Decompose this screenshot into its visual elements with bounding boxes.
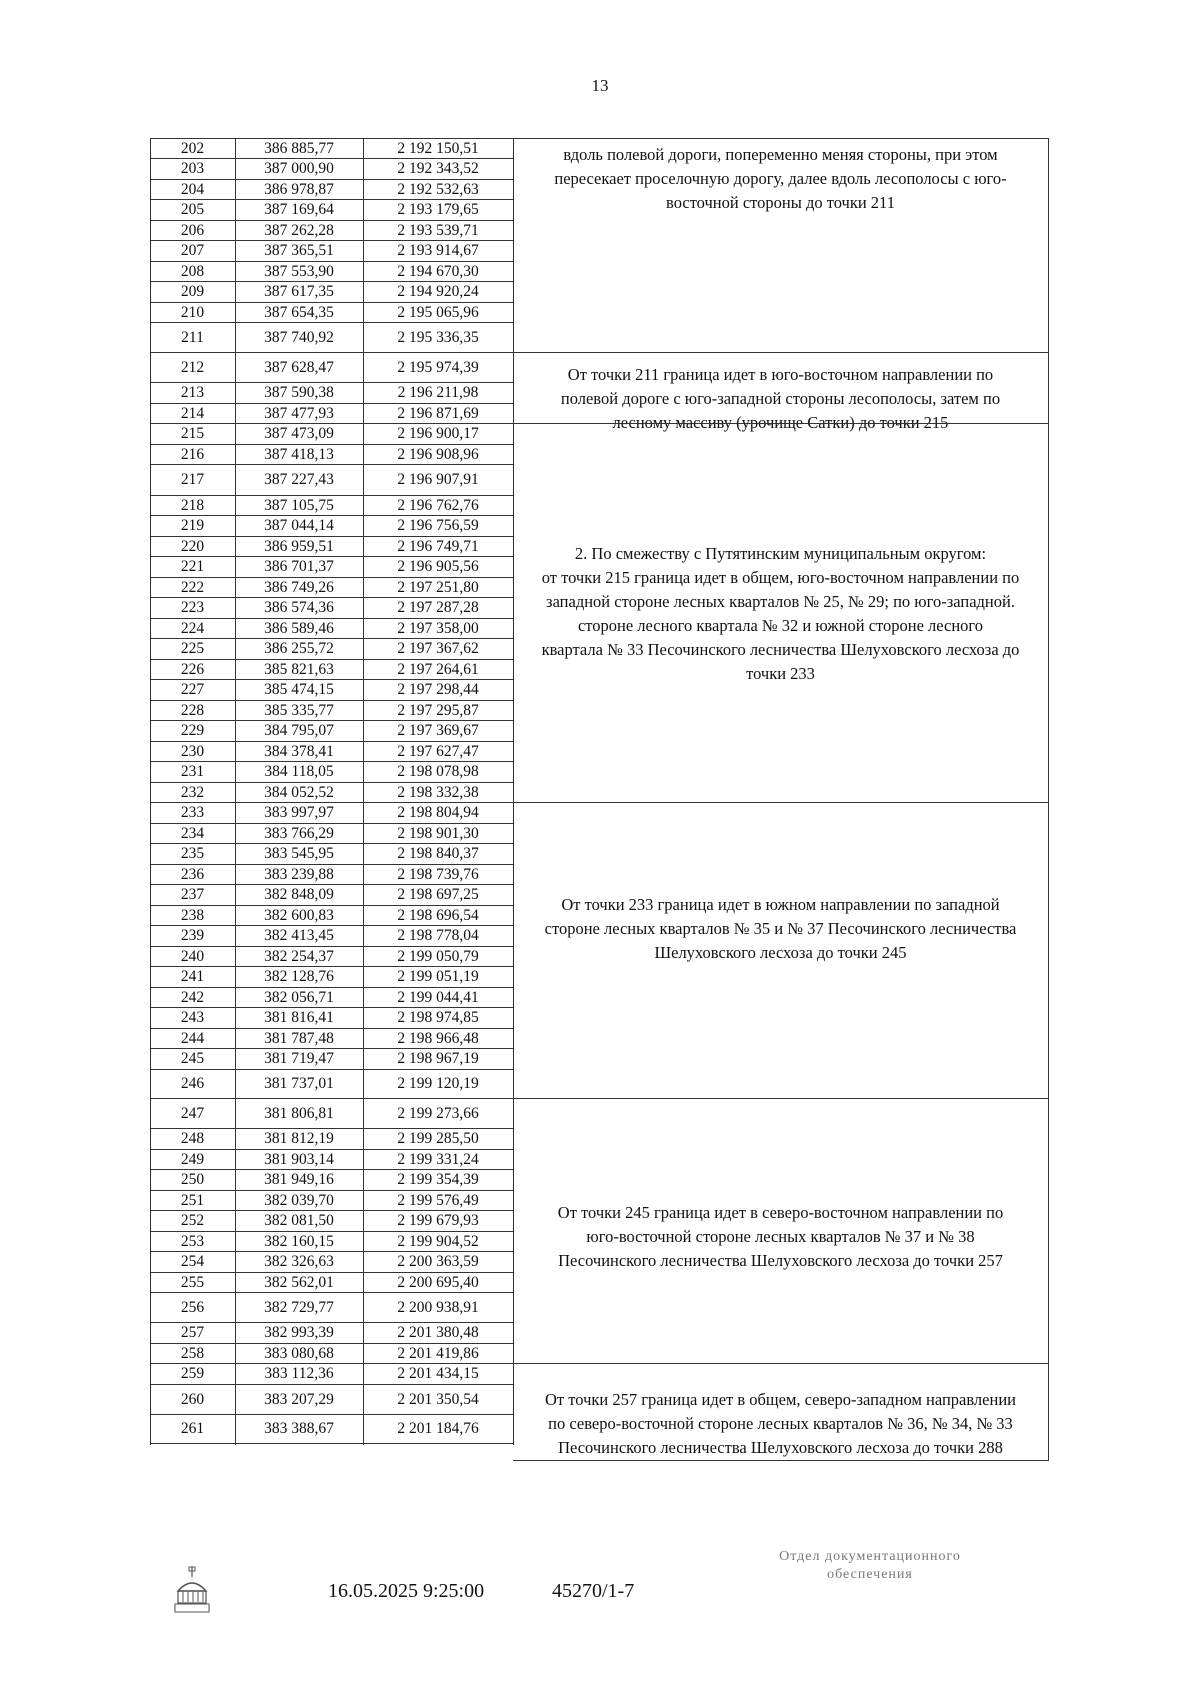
table-row <box>150 597 513 618</box>
description-line: восточной стороны до точки 211 <box>666 193 895 212</box>
x-coordinate: 383 545,95 <box>264 845 334 863</box>
y-coordinate: 2 197 367,62 <box>397 640 479 658</box>
table-row <box>150 1190 513 1210</box>
point-number: 255 <box>180 1273 205 1291</box>
table-row <box>150 158 513 179</box>
table-row <box>150 1007 513 1028</box>
point-number: 209 <box>180 283 205 301</box>
column-divider <box>235 138 236 1445</box>
point-number: 233 <box>180 804 205 822</box>
point-number: 236 <box>180 865 205 883</box>
y-coordinate: 2 199 576,49 <box>397 1191 479 1209</box>
point-number: 249 <box>180 1150 205 1168</box>
description-line: от точки 215 граница идет в общем, юго-восточном направлении по <box>541 568 1020 587</box>
point-number: 225 <box>180 640 205 658</box>
table-row <box>150 240 513 261</box>
table-row <box>150 515 513 536</box>
description-text <box>545 1388 1016 1460</box>
x-coordinate: 382 848,09 <box>264 886 334 904</box>
y-coordinate: 2 196 907,91 <box>397 471 479 489</box>
point-number: 229 <box>180 722 205 740</box>
y-coordinate: 2 198 696,54 <box>397 906 479 924</box>
point-number: 254 <box>180 1253 205 1271</box>
point-number: 259 <box>180 1365 205 1383</box>
point-number: 213 <box>180 384 205 402</box>
table-row <box>150 556 513 577</box>
point-number: 228 <box>180 701 205 719</box>
x-coordinate: 384 795,07 <box>264 722 334 740</box>
y-coordinate: 2 192 532,63 <box>397 180 479 198</box>
y-coordinate: 2 192 343,52 <box>397 160 479 178</box>
x-coordinate: 383 207,29 <box>264 1390 334 1408</box>
boundary-description <box>513 352 1049 432</box>
y-coordinate: 2 193 179,65 <box>397 201 479 219</box>
point-number: 240 <box>180 947 205 965</box>
x-coordinate: 381 949,16 <box>264 1171 334 1189</box>
point-number: 221 <box>180 558 205 576</box>
boundary-description <box>513 1363 1049 1461</box>
table-row <box>150 1169 513 1190</box>
point-number: 216 <box>180 445 205 463</box>
x-coordinate: 383 239,88 <box>264 865 334 883</box>
x-coordinate: 387 590,38 <box>264 384 334 402</box>
point-number: 250 <box>180 1171 205 1189</box>
description-line: От точки 211 граница идет в юго-восточном направлении по <box>567 365 994 384</box>
y-coordinate: 2 201 380,48 <box>397 1324 479 1342</box>
point-number: 232 <box>180 783 205 801</box>
y-coordinate: 2 200 363,59 <box>397 1253 479 1271</box>
footer-date: 16.05.2025 9:25:00 <box>328 1580 485 1602</box>
description-line: пересекает проселочную дорогу, далее вдоль лесополосы с юго- <box>554 169 1007 188</box>
point-number: 242 <box>180 988 205 1006</box>
y-coordinate: 2 195 974,39 <box>397 358 479 376</box>
point-number: 203 <box>180 160 205 178</box>
description-line: стороне лесных кварталов № 35 и № 37 Песочинского лесничества <box>544 919 1017 938</box>
x-coordinate: 387 105,75 <box>264 496 334 514</box>
table-row <box>150 199 513 220</box>
x-coordinate: 384 052,52 <box>264 783 334 801</box>
y-coordinate: 2 197 264,61 <box>397 660 479 678</box>
x-coordinate: 384 378,41 <box>264 742 334 760</box>
table-row <box>150 1231 513 1251</box>
y-coordinate: 2 194 920,24 <box>397 283 479 301</box>
y-coordinate: 2 197 287,28 <box>397 599 479 617</box>
y-coordinate: 2 197 298,44 <box>397 681 479 699</box>
y-coordinate: 2 200 938,91 <box>397 1298 479 1316</box>
y-coordinate: 2 196 900,17 <box>397 425 479 443</box>
x-coordinate: 381 812,19 <box>264 1130 334 1148</box>
y-coordinate: 2 194 670,30 <box>397 262 479 280</box>
footer-document-code: 45270/1-7 <box>552 1580 635 1602</box>
point-number: 206 <box>180 221 205 239</box>
y-coordinate: 2 199 051,19 <box>397 968 479 986</box>
department-stamp <box>720 1548 1020 1584</box>
table-row <box>150 302 513 322</box>
point-number: 253 <box>180 1232 205 1250</box>
point-number: 212 <box>180 358 205 376</box>
y-coordinate: 2 199 285,50 <box>397 1130 479 1148</box>
x-coordinate: 385 474,15 <box>264 681 334 699</box>
point-number: 258 <box>180 1344 205 1362</box>
y-coordinate: 2 197 251,80 <box>397 578 479 596</box>
point-number: 256 <box>180 1298 205 1316</box>
point-number: 252 <box>180 1212 205 1230</box>
stamp-line: обеспечения <box>827 1567 913 1582</box>
x-coordinate: 386 574,36 <box>264 599 334 617</box>
point-number: 210 <box>180 303 205 321</box>
point-number: 246 <box>180 1075 205 1093</box>
table-row <box>150 659 513 679</box>
x-coordinate: 386 959,51 <box>264 537 334 555</box>
point-number: 220 <box>180 537 205 555</box>
table-row <box>150 495 513 515</box>
x-coordinate: 387 262,28 <box>264 221 334 239</box>
point-number: 247 <box>180 1104 205 1122</box>
x-coordinate: 382 326,63 <box>264 1253 334 1271</box>
point-number: 214 <box>180 404 205 422</box>
point-number: 208 <box>180 262 205 280</box>
x-coordinate: 381 806,81 <box>264 1104 334 1122</box>
point-number: 235 <box>180 845 205 863</box>
x-coordinate: 387 044,14 <box>264 517 334 535</box>
point-number: 234 <box>180 824 205 842</box>
x-coordinate: 382 056,71 <box>264 988 334 1006</box>
y-coordinate: 2 199 679,93 <box>397 1212 479 1230</box>
y-coordinate: 2 198 967,19 <box>397 1050 479 1068</box>
y-coordinate: 2 196 905,56 <box>397 558 479 576</box>
table-row <box>150 1414 513 1444</box>
point-number: 239 <box>180 927 205 945</box>
description-line: Шелуховского лесхоза до точки 245 <box>654 943 907 962</box>
x-coordinate: 387 000,90 <box>264 160 334 178</box>
y-coordinate: 2 199 354,39 <box>397 1171 479 1189</box>
duma-emblem-icon <box>172 1565 212 1615</box>
description-line: От точки 245 граница идет в северо-восточном направлении по <box>557 1203 1004 1222</box>
point-number: 205 <box>180 201 205 219</box>
table-row <box>150 761 513 782</box>
point-number: 245 <box>180 1050 205 1068</box>
x-coordinate: 382 993,39 <box>264 1324 334 1342</box>
y-coordinate: 2 196 756,59 <box>397 517 479 535</box>
point-number: 222 <box>180 578 205 596</box>
x-coordinate: 387 473,09 <box>264 425 334 443</box>
y-coordinate: 2 197 627,47 <box>397 742 479 760</box>
y-coordinate: 2 199 331,24 <box>397 1150 479 1168</box>
x-coordinate: 383 388,67 <box>264 1420 334 1438</box>
table-row <box>150 1048 513 1069</box>
table-row <box>150 1069 513 1098</box>
x-coordinate: 381 737,01 <box>264 1075 334 1093</box>
y-coordinate: 2 192 150,51 <box>397 139 479 157</box>
point-number: 226 <box>180 660 205 678</box>
x-coordinate: 387 740,92 <box>264 328 334 346</box>
y-coordinate: 2 198 840,37 <box>397 845 479 863</box>
x-coordinate: 387 477,93 <box>264 404 334 422</box>
x-coordinate: 382 160,15 <box>264 1232 334 1250</box>
table-row <box>150 403 513 423</box>
y-coordinate: 2 198 974,85 <box>397 1009 479 1027</box>
x-coordinate: 382 413,45 <box>264 927 334 945</box>
x-coordinate: 385 335,77 <box>264 701 334 719</box>
y-coordinate: 2 198 901,30 <box>397 824 479 842</box>
boundary-description <box>513 138 1049 353</box>
description-line: западной стороне лесных кварталов № 25, № 29; по юго-западной. <box>546 592 1015 611</box>
point-number: 207 <box>180 242 205 260</box>
table-row <box>150 1098 513 1128</box>
description-line: юго-восточной стороне лесных кварталов № 37 и № 38 <box>586 1227 975 1246</box>
y-coordinate: 2 201 350,54 <box>397 1390 479 1408</box>
description-line: по северо-восточной стороне лесных кварталов № 36, № 34, № 33 <box>548 1414 1013 1433</box>
table-row <box>150 352 513 382</box>
point-number: 218 <box>180 496 205 514</box>
x-coordinate: 386 701,37 <box>264 558 334 576</box>
y-coordinate: 2 199 273,66 <box>397 1104 479 1122</box>
point-number: 202 <box>180 139 205 157</box>
table-row <box>150 423 513 444</box>
table-row <box>150 1251 513 1272</box>
table-row <box>150 843 513 864</box>
description-line: вдоль полевой дороги, попеременно меняя стороны, при этом <box>563 145 998 164</box>
y-coordinate: 2 198 697,25 <box>397 886 479 904</box>
y-coordinate: 2 196 749,71 <box>397 537 479 555</box>
y-coordinate: 2 199 120,19 <box>397 1075 479 1093</box>
table-row <box>150 741 513 761</box>
table-row <box>150 464 513 495</box>
y-coordinate: 2 193 539,71 <box>397 221 479 239</box>
x-coordinate: 387 169,64 <box>264 201 334 219</box>
x-coordinate: 387 418,13 <box>264 445 334 463</box>
x-coordinate: 382 600,83 <box>264 906 334 924</box>
table-row <box>150 679 513 700</box>
point-number: 215 <box>180 425 205 443</box>
y-coordinate: 2 199 904,52 <box>397 1232 479 1250</box>
table-row <box>150 700 513 720</box>
x-coordinate: 384 118,05 <box>264 763 334 781</box>
y-coordinate: 2 201 184,76 <box>397 1420 479 1438</box>
x-coordinate: 382 562,01 <box>264 1273 334 1291</box>
point-number: 261 <box>180 1420 205 1438</box>
table-row <box>150 638 513 659</box>
x-coordinate: 387 365,51 <box>264 242 334 260</box>
table-row <box>150 1322 513 1343</box>
x-coordinate: 382 039,70 <box>264 1191 334 1209</box>
y-coordinate: 2 197 369,67 <box>397 722 479 740</box>
table-row <box>150 1028 513 1048</box>
y-coordinate: 2 199 050,79 <box>397 947 479 965</box>
point-number: 241 <box>180 968 205 986</box>
x-coordinate: 386 255,72 <box>264 640 334 658</box>
table-row <box>150 577 513 597</box>
table-row <box>150 536 513 556</box>
table-row <box>150 884 513 905</box>
description-line: 2. По смежеству с Путятинским муниципальным округом: <box>574 544 987 563</box>
table-row <box>150 925 513 946</box>
description-line: Песочинского лесничества Шелуховского лесхоза до точки 257 <box>558 1251 1003 1270</box>
x-coordinate: 381 903,14 <box>264 1150 334 1168</box>
description-text <box>554 143 1006 215</box>
y-coordinate: 2 196 211,98 <box>397 384 479 402</box>
table-row <box>150 444 513 464</box>
table-row <box>150 1363 513 1384</box>
description-text <box>542 542 1020 686</box>
description-line: полевой дороге с юго-западной стороны лесополосы, затем по <box>560 389 1001 408</box>
y-coordinate: 2 199 044,41 <box>397 988 479 1006</box>
point-number: 244 <box>180 1029 205 1047</box>
table-row <box>150 864 513 884</box>
table-row <box>150 823 513 843</box>
point-number: 204 <box>180 180 205 198</box>
x-coordinate: 387 617,35 <box>264 283 334 301</box>
x-coordinate: 381 719,47 <box>264 1050 334 1068</box>
table-row <box>150 1272 513 1292</box>
description-text <box>558 1201 1003 1273</box>
table-row <box>150 802 513 823</box>
point-number: 251 <box>180 1191 205 1209</box>
table-row <box>150 1343 513 1363</box>
table-row <box>150 220 513 240</box>
table-row <box>150 618 513 638</box>
page-number: 13 <box>591 76 609 95</box>
point-number: 238 <box>180 906 205 924</box>
description-line: стороне лесного квартала № 32 и южной стороне лесного <box>577 616 984 635</box>
x-coordinate: 386 749,26 <box>264 578 334 596</box>
description-line: квартала № 33 Песочинского лесничества Шелуховского лесхоза до <box>541 640 1020 659</box>
table-row <box>150 382 513 403</box>
point-number: 224 <box>180 619 205 637</box>
description-line: От точки 257 граница идет в общем, северо-западном направлении <box>545 1390 1016 1409</box>
x-coordinate: 382 254,37 <box>264 947 334 965</box>
y-coordinate: 2 197 295,87 <box>397 701 479 719</box>
table-row <box>150 905 513 925</box>
table-row <box>150 1210 513 1231</box>
y-coordinate: 2 196 762,76 <box>397 496 479 514</box>
point-number: 223 <box>180 599 205 617</box>
x-coordinate: 383 766,29 <box>264 824 334 842</box>
table-row <box>150 966 513 987</box>
table-row <box>150 782 513 802</box>
x-coordinate: 386 885,77 <box>264 139 334 157</box>
table-row <box>150 946 513 966</box>
description-line: Песочинского лесничества Шелуховского лесхоза до точки 288 <box>558 1438 1003 1457</box>
point-number: 248 <box>180 1130 205 1148</box>
point-number: 257 <box>180 1324 205 1342</box>
stamp-line: Отдел документационного <box>779 1549 961 1564</box>
table-row <box>150 261 513 281</box>
table-row <box>150 720 513 741</box>
x-coordinate: 387 553,90 <box>264 262 334 280</box>
point-number: 260 <box>180 1390 205 1408</box>
point-number: 237 <box>180 886 205 904</box>
table-row <box>150 1384 513 1414</box>
point-number: 211 <box>181 328 204 346</box>
description-text <box>545 893 1017 965</box>
point-number: 231 <box>180 763 205 781</box>
x-coordinate: 381 787,48 <box>264 1029 334 1047</box>
y-coordinate: 2 195 065,96 <box>397 303 479 321</box>
y-coordinate: 2 196 871,69 <box>397 404 479 422</box>
table-row <box>150 987 513 1007</box>
x-coordinate: 383 112,36 <box>264 1365 334 1383</box>
table-row <box>150 281 513 302</box>
boundary-description <box>513 423 1049 803</box>
x-coordinate: 382 729,77 <box>264 1298 334 1316</box>
y-coordinate: 2 200 695,40 <box>397 1273 479 1291</box>
x-coordinate: 387 628,47 <box>264 358 334 376</box>
table-row <box>150 1292 513 1322</box>
table-row <box>150 322 513 352</box>
y-coordinate: 2 193 914,67 <box>397 242 479 260</box>
x-coordinate: 382 081,50 <box>264 1212 334 1230</box>
boundary-description <box>513 1098 1049 1364</box>
y-coordinate: 2 198 739,76 <box>397 865 479 883</box>
column-divider <box>363 138 364 1445</box>
table-row <box>150 1128 513 1149</box>
description-line: точки 233 <box>746 664 815 683</box>
y-coordinate: 2 201 419,86 <box>397 1344 479 1362</box>
y-coordinate: 2 198 078,98 <box>397 763 479 781</box>
x-coordinate: 387 654,35 <box>264 303 334 321</box>
x-coordinate: 382 128,76 <box>264 968 334 986</box>
point-number: 217 <box>180 471 205 489</box>
point-number: 227 <box>180 681 205 699</box>
x-coordinate: 387 227,43 <box>264 471 334 489</box>
x-coordinate: 383 997,97 <box>264 804 334 822</box>
y-coordinate: 2 195 336,35 <box>397 328 479 346</box>
point-number: 243 <box>180 1009 205 1027</box>
coordinates-table <box>150 138 1100 1554</box>
y-coordinate: 2 198 332,38 <box>397 783 479 801</box>
point-number: 230 <box>180 742 205 760</box>
y-coordinate: 2 201 434,15 <box>397 1365 479 1383</box>
table-row <box>150 179 513 199</box>
table-row <box>150 1149 513 1169</box>
x-coordinate: 383 080,68 <box>264 1344 334 1362</box>
x-coordinate: 385 821,63 <box>264 660 334 678</box>
description-line: лесному массиву (урочище Сатки) до точки 215 <box>612 413 949 432</box>
x-coordinate: 386 978,87 <box>264 180 334 198</box>
x-coordinate: 381 816,41 <box>264 1009 334 1027</box>
y-coordinate: 2 198 804,94 <box>397 804 479 822</box>
y-coordinate: 2 197 358,00 <box>397 619 479 637</box>
column-divider <box>150 138 151 1445</box>
y-coordinate: 2 198 778,04 <box>397 927 479 945</box>
point-number: 219 <box>180 517 205 535</box>
description-line: От точки 233 граница идет в южном направлении по западной <box>561 895 1000 914</box>
y-coordinate: 2 198 966,48 <box>397 1029 479 1047</box>
y-coordinate: 2 196 908,96 <box>397 445 479 463</box>
boundary-description <box>513 802 1049 1099</box>
table-row <box>150 138 513 158</box>
x-coordinate: 386 589,46 <box>264 619 334 637</box>
